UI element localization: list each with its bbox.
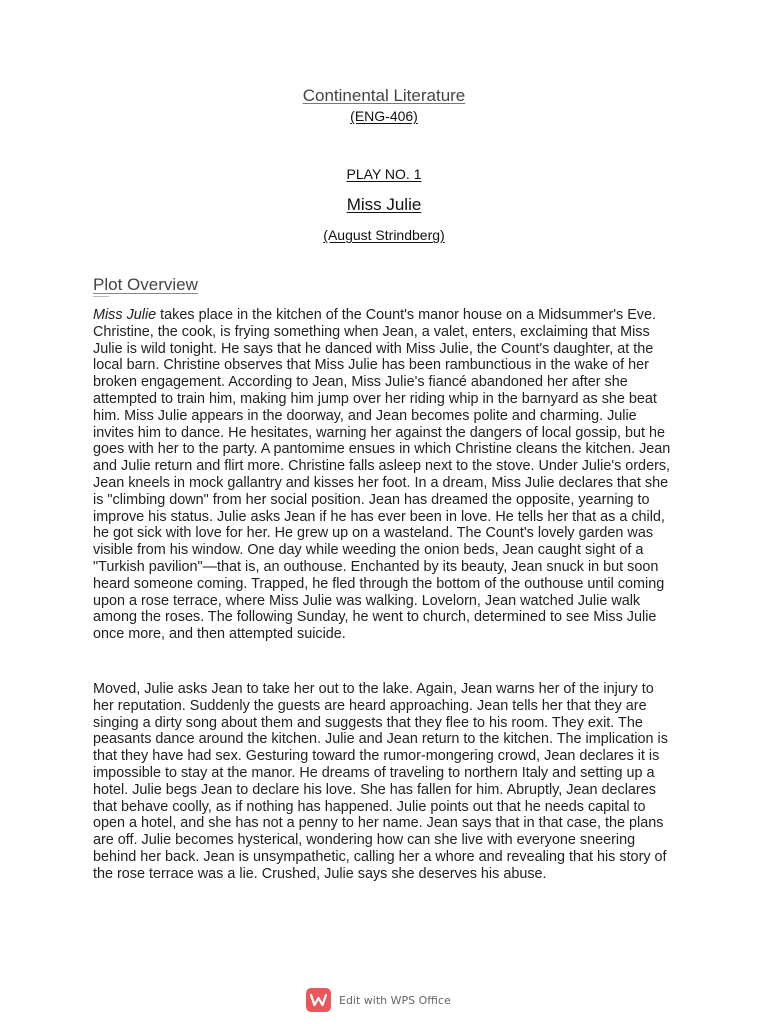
heading-divider <box>93 296 109 297</box>
section-heading-plot-overview: Plot Overview <box>93 275 198 294</box>
play-author: (August Strindberg) <box>323 227 445 243</box>
course-title: Continental Literature <box>302 86 466 105</box>
body-paragraph-2: Moved, Julie asks Jean to take her out to the lake. Again, Jean warns her of the injury to her reputation. Suddenly the guests are heard approaching. Jean tells her that they are singing a dirty song about them and suggests that they flee to his room. They exit. The peasants dance around the kitchen. Julie and Jean return to the kitchen. The implication is that they have had sex. Gesturing toward the rumor-mongering crowd, Jean declares it is impossible to stay at the manor. He dreams of traveling to northern Italy and setting up a hotel. Julie begs Jean to declare his love. She has fallen for him. Abruptly, Jean declares that behave coolly, as if nothing has happened. Julie points out that he needs capital to open a hotel, and she has not a penny to her name. Jean says that in that case, the plans are off. Julie becomes hysterical, wondering how can she live with everyone sneering behind her back. Jean is unsympathetic, calling her a whore and revealing that his story of the rose terrace was a lie. Crushed, Julie says she deserves his abuse. <box>93 681 668 882</box>
play-title: Miss Julie <box>346 195 422 214</box>
play-number: PLAY NO. 1 <box>346 166 422 182</box>
wps-w-glyph-icon <box>310 993 327 1007</box>
body-paragraph-1 <box>93 307 678 643</box>
course-code: (ENG-406) <box>350 108 418 124</box>
italic-play-title: Miss Julie <box>93 307 157 323</box>
wps-logo-icon <box>306 988 331 1012</box>
paragraph-1-text: takes place in the kitchen of the Count's manor house on a Midsummer's Eve. Christine, the cook, is frying something when Jean, a valet, enters, exclaiming that Miss Julie is wild tonight. He says that he danced with Miss Julie, the Count's daughter, at the local barn. Christine observes that Miss Julie has been rambunctious in the wake of her broken engagement. According to Jean, Miss Julie's fiancé abandoned her after she attempted to train him, making him jump over her riding whip in the barnyard as she beat him. Miss Julie appears in the doorway, and Jean becomes polite and charming. Julie invites him to dance. He hesitates, warning her against the dangers of local gossip, but he goes with her to the party. A pantomime ensues in which Christine cleans the kitchen. Jean and Julie return and flirt more. Christine falls asleep next to the stove. Under Julie's orders, Jean kneels in mock gallantry and kisses her foot. In a dream, Miss Julie declares that she is "climbing down" from her social position. Jean has dreamed the opposite, yearning to improve his status. Julie asks Jean if he has ever been in love. He tells her that as a child, he got sick with love for her. He grew up on a wasteland. The Count's lovely garden was visible from his window. One day while weeding the onion beds, Jean caught sight of a "Turkish pavilion"—that is, an outhouse. Enchanted by its beauty, Jean snuck in but soon heard someone coming. Trapped, he fled through the bottom of the outhouse until coming upon a rose terrace, where Miss Julie was walking. Lovelorn, Jean watched Julie walk among the roses. The following Sunday, he went to church, determined to see Miss Julie once more, and then attempted suicide. <box>93 307 671 643</box>
wps-badge-label: Edit with WPS Office <box>339 993 451 1007</box>
edit-with-wps-office-badge[interactable] <box>306 988 451 1012</box>
